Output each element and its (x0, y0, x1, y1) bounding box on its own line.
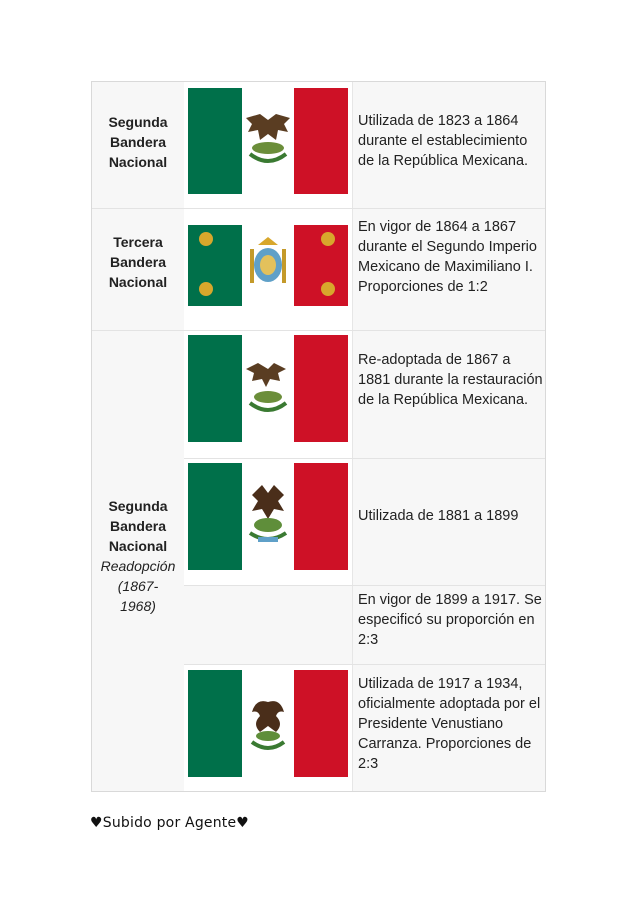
row-label-segunda-bandera: Segunda Bandera Nacional (108, 114, 168, 170)
flag-1823-image (188, 88, 348, 194)
flag-cell (184, 665, 352, 791)
footer-credit: ♥Subido por Agente♥ (90, 815, 250, 831)
row-label-tercera-bandera: Tercera Bandera Nacional (108, 234, 168, 290)
flag-1867-image (188, 335, 348, 442)
flag-cell (184, 209, 352, 330)
flag-imperial-image (188, 225, 348, 306)
flag-1881-image (188, 463, 348, 570)
row-description: Re-adoptada de 1867 a 1881 durante la restauración de la República Mexicana. (358, 352, 543, 408)
row-description: Utilizada de 1823 a 1864 durante el establecimiento de la República Mexicana. (358, 113, 529, 169)
flag-cell (184, 331, 352, 458)
row-description: Utilizada de 1881 a 1899 (358, 508, 519, 524)
row-description: En vigor de 1864 a 1867 durante el Segundo Imperio Mexicano de Maximiliano I. Proporciones de 1:2 (358, 219, 537, 295)
flag-cell (184, 459, 352, 585)
flag-cell (184, 82, 352, 208)
row-label-segunda-readopcion: Segunda Bandera Nacional Readopción (1867- 1968) (100, 498, 176, 614)
flag-1917-image (188, 670, 348, 777)
flags-table (91, 81, 546, 792)
column-divider (352, 82, 353, 791)
flag-cell-empty (184, 586, 352, 664)
row-description: Utilizada de 1917 a 1934, oficialmente adoptada por el Presidente Venustiano Carranza. Proporciones de 2:3 (358, 676, 541, 772)
row-description: En vigor de 1899 a 1917. Se especificó su proporción en 2:3 (358, 592, 542, 648)
